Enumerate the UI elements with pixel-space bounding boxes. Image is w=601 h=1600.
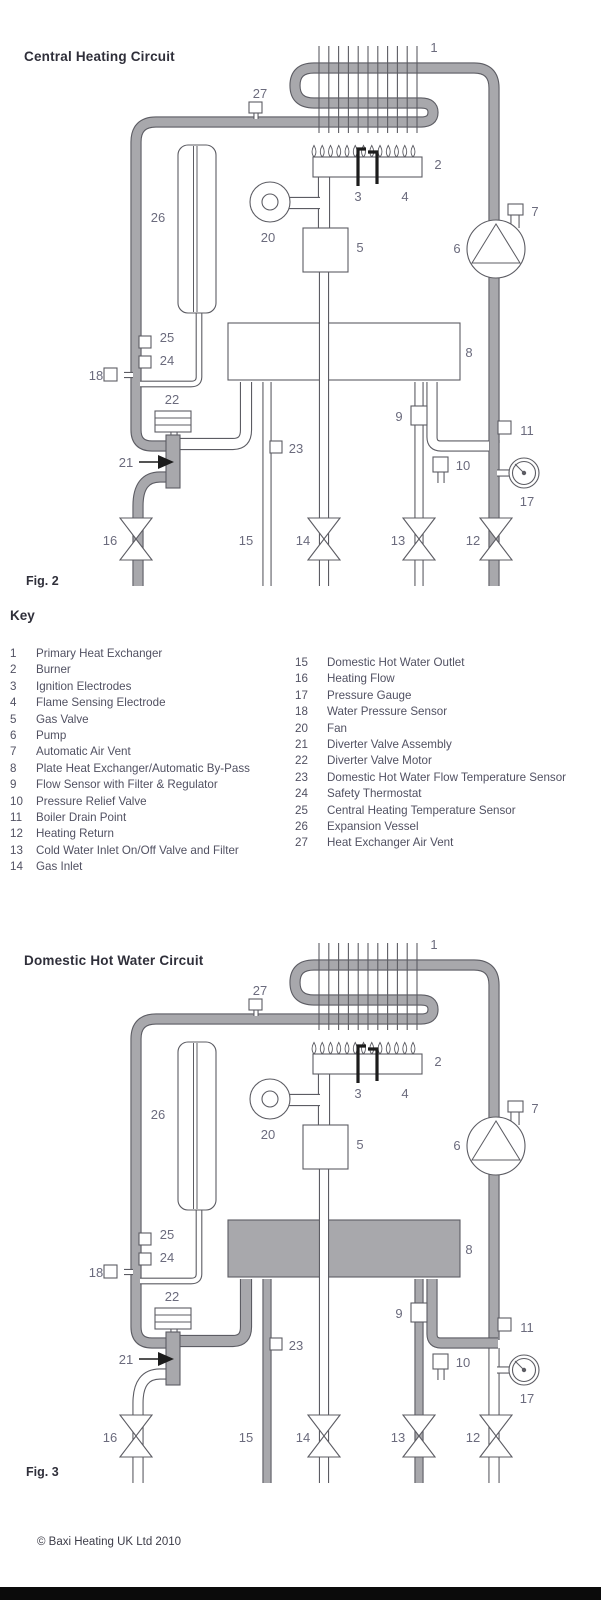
callout-17: 17 [519,494,535,509]
key-column-right [295,655,595,852]
callout-16: 16 [102,1430,118,1445]
key-item-label: Domestic Hot Water Flow Temperature Sensor [327,770,567,784]
automatic-air-vent [508,1101,523,1112]
key-item-5 [10,712,290,728]
flame-icon [320,1043,324,1055]
callout-9: 9 [395,409,403,424]
key-item-10 [10,794,290,810]
key-item-number: 11 [10,810,23,824]
pipe-heating-flow [138,477,176,586]
flame-icon [362,1043,366,1055]
pipe-heating-flow [138,1374,176,1483]
callout-26: 26 [150,210,166,225]
pump-body [467,1117,525,1175]
key-item-label: Diverter Valve Motor [327,754,432,768]
key-item-label: Heating Return [36,827,114,841]
key-item-2 [10,662,290,678]
key-item-14 [10,859,290,875]
valve-12-heating-return [480,518,512,560]
key-item-label: Cold Water Inlet On/Off Valve and Filter [36,843,239,857]
callout-11: 11 [520,423,534,438]
fan-hub [262,1091,278,1107]
key-item-number: 27 [295,836,308,850]
callout-7: 7 [531,204,539,219]
key-item-label: Primary Heat Exchanger [36,647,163,660]
gas-valve [303,228,348,272]
copyright-text: © Baxi Heating UK Ltd 2010 [37,1536,182,1548]
callout-22: 22 [164,392,180,407]
key-item-number: 25 [295,803,308,817]
key-item-15 [295,655,595,671]
flame-icon [386,1043,390,1055]
key-item-16 [295,671,595,687]
central-heating-title: Central Heating Circuit [24,49,175,64]
flame-icon [403,146,407,158]
valve-16-heating-flow [120,1415,152,1457]
burner [313,157,422,177]
fig3-caption: Fig. 3 [26,1465,59,1479]
callout-23: 23 [288,441,304,456]
fig2-caption: Fig. 2 [26,574,59,588]
key-item-number: 16 [295,672,308,686]
key-item-12 [10,826,290,842]
pipe-phe-return [432,382,489,446]
key-item-20 [295,721,595,737]
callout-9: 9 [395,1306,403,1321]
callout-13: 13 [390,533,406,548]
diverter-valve-motor [155,1308,191,1329]
key-item-label: Gas Valve [36,712,89,726]
flame-icon [362,146,366,158]
footer-bar [0,1587,601,1600]
valve-12-heating-return [480,1415,512,1457]
pressure-relief-valve [433,1354,448,1369]
gauge-needle-pivot [522,1368,526,1372]
key-item-number: 14 [10,860,23,874]
flame-icon [411,146,415,158]
flow-sensor [411,406,427,425]
safety-thermostat [139,356,151,368]
key-item-27 [295,835,595,851]
boiler-drain-point [498,1318,511,1331]
valve-14-gas-inlet [308,518,340,560]
flame-icon [329,1043,333,1055]
callout-13: 13 [390,1430,406,1445]
key-item-label: Diverter Valve Assembly [327,737,452,751]
flame-icon [337,146,341,158]
dhw-flow-temperature-sensor [270,441,282,453]
callout-6: 6 [453,241,461,256]
key-item-number: 7 [10,745,17,759]
central-heating-diagram [80,38,550,590]
key-item-label: Gas Inlet [36,860,83,874]
callout-8: 8 [465,345,473,360]
key-item-label: Burner [36,663,71,677]
key-item-label: Plate Heat Exchanger/Automatic By-Pass [36,761,250,775]
key-item-22 [295,753,595,769]
domestic-hot-water-diagram [80,935,550,1487]
callout-27: 27 [252,983,268,998]
callout-21: 21 [118,1352,134,1367]
key-item-7 [10,744,290,760]
key-item-1 [10,646,290,662]
flame-icon [411,1043,415,1055]
callout-12: 12 [465,1430,481,1445]
flow-sensor [411,1303,427,1322]
flame-icon [378,146,382,158]
key-item-number: 1 [10,647,17,660]
key-item-number: 15 [295,656,308,669]
callout-25: 25 [159,1227,175,1242]
key-item-label: Pressure Relief Valve [36,794,147,808]
callout-14: 14 [295,1430,311,1445]
gas-valve [303,1125,348,1169]
callout-3: 3 [354,189,362,204]
key-item-label: Heating Flow [327,672,395,686]
callout-20: 20 [260,1127,276,1142]
callout-24: 24 [159,353,175,368]
flame-icon [395,146,399,158]
callout-2: 2 [434,1054,442,1069]
key-item-number: 13 [10,843,23,857]
valve-14-gas-inlet [308,1415,340,1457]
key-item-26 [295,819,595,835]
flame-icon [312,1043,316,1055]
key-item-number: 26 [295,819,308,833]
valve-13-cold-water-inlet [403,1415,435,1457]
diverter-valve-motor [155,411,191,432]
heat-exchanger-air-vent [249,102,262,113]
pipe-phe-return [432,1279,498,1343]
callout-16: 16 [102,533,118,548]
burner-flames [312,1043,415,1055]
key-item-number: 5 [10,712,17,726]
callout-12: 12 [465,533,481,548]
key-item-number: 23 [295,770,308,784]
key-item-18 [295,704,595,720]
key-item-label: Pump [36,728,67,742]
callout-15: 15 [238,1430,254,1445]
callout-5: 5 [356,1137,364,1152]
key-item-number: 2 [10,663,17,677]
key-item-24 [295,786,595,802]
key-item-number: 9 [10,778,17,792]
key-item-number: 4 [10,696,17,710]
fan-hub [262,194,278,210]
key-item-number: 24 [295,787,308,801]
callout-10: 10 [455,458,471,473]
key-item-label: Heat Exchanger Air Vent [327,836,454,850]
key-item-25 [295,803,595,819]
flame-icon [345,146,349,158]
callout-8: 8 [465,1242,473,1257]
key-item-label: Boiler Drain Point [36,810,127,824]
key-item-number: 21 [295,737,308,751]
pipe-phe-return [432,1279,498,1343]
key-item-number: 20 [295,721,308,735]
key-item-3 [10,679,290,695]
callout-4: 4 [401,189,409,204]
key-item-6 [10,728,290,744]
callout-27: 27 [252,86,268,101]
flame-icon [386,146,390,158]
callout-11: 11 [520,1320,534,1335]
water-pressure-sensor [104,1265,117,1278]
key-item-number: 17 [295,688,308,702]
flame-icon [403,1043,407,1055]
key-item-label: Water Pressure Sensor [327,705,448,719]
key-column-left [10,646,290,875]
key-item-4 [10,695,290,711]
key-item-label: Automatic Air Vent [36,745,131,759]
callout-6: 6 [453,1138,461,1153]
boiler-drain-point [498,421,511,434]
automatic-air-vent [508,204,523,215]
key-item-number: 8 [10,761,17,775]
pressure-relief-valve [433,457,448,472]
callout-15: 15 [238,533,254,548]
key-item-label: Expansion Vessel [327,819,419,833]
callout-14: 14 [295,533,311,548]
gauge-needle-pivot [522,471,526,475]
callout-4: 4 [401,1086,409,1101]
callout-5: 5 [356,240,364,255]
key-item-21 [295,737,595,753]
callout-20: 20 [260,230,276,245]
callout-18: 18 [88,368,104,383]
heat-exchanger-air-vent [249,999,262,1010]
callout-3: 3 [354,1086,362,1101]
callout-17: 17 [519,1391,535,1406]
key-item-8 [10,761,290,777]
key-item-number: 3 [10,679,17,693]
flame-icon [378,1043,382,1055]
key-item-label: Ignition Electrodes [36,679,132,693]
key-item-number: 6 [10,728,17,742]
domestic-hot-water-title: Domestic Hot Water Circuit [24,953,204,968]
flame-icon [337,1043,341,1055]
key-item-number: 10 [10,794,23,808]
key-item-23 [295,770,595,786]
ch-temperature-sensor [139,1233,151,1245]
callout-26: 26 [150,1107,166,1122]
callout-22: 22 [164,1289,180,1304]
callout-1: 1 [430,937,438,952]
pipe-phe-return [432,382,489,446]
key-item-label: Safety Thermostat [327,787,422,801]
key-item-13 [10,843,290,859]
key-item-11 [10,810,290,826]
key-section [0,602,601,892]
key-item-label: Pressure Gauge [327,688,412,702]
callout-25: 25 [159,330,175,345]
key-item-number: 18 [295,705,308,719]
valve-13-cold-water-inlet [403,518,435,560]
pump-body [467,220,525,278]
callout-18: 18 [88,1265,104,1280]
flame-icon [329,146,333,158]
flame-icon [395,1043,399,1055]
key-item-9 [10,777,290,793]
callout-21: 21 [118,455,134,470]
ch-temperature-sensor [139,336,151,348]
callout-23: 23 [288,1338,304,1353]
callout-10: 10 [455,1355,471,1370]
valve-16-heating-flow [120,518,152,560]
flame-icon [320,146,324,158]
key-item-label: Domestic Hot Water Outlet [327,656,465,669]
key-item-number: 12 [10,827,23,841]
burner-flames [312,146,415,158]
plate-heat-exchanger [228,323,460,380]
plate-heat-exchanger [228,1220,460,1277]
water-pressure-sensor [104,368,117,381]
key-item-label: Fan [327,721,347,735]
flame-icon [312,146,316,158]
key-item-17 [295,688,595,704]
callout-24: 24 [159,1250,175,1265]
callout-1: 1 [430,40,438,55]
safety-thermostat [139,1253,151,1265]
flame-icon [345,1043,349,1055]
key-item-number: 22 [295,754,308,768]
key-item-label: Central Heating Temperature Sensor [327,803,516,817]
key-heading: Key [10,608,35,623]
key-item-label: Flame Sensing Electrode [36,696,166,710]
key-item-label: Flow Sensor with Filter & Regulator [36,778,218,792]
burner [313,1054,422,1074]
dhw-flow-temperature-sensor [270,1338,282,1350]
callout-2: 2 [434,157,442,172]
callout-7: 7 [531,1101,539,1116]
